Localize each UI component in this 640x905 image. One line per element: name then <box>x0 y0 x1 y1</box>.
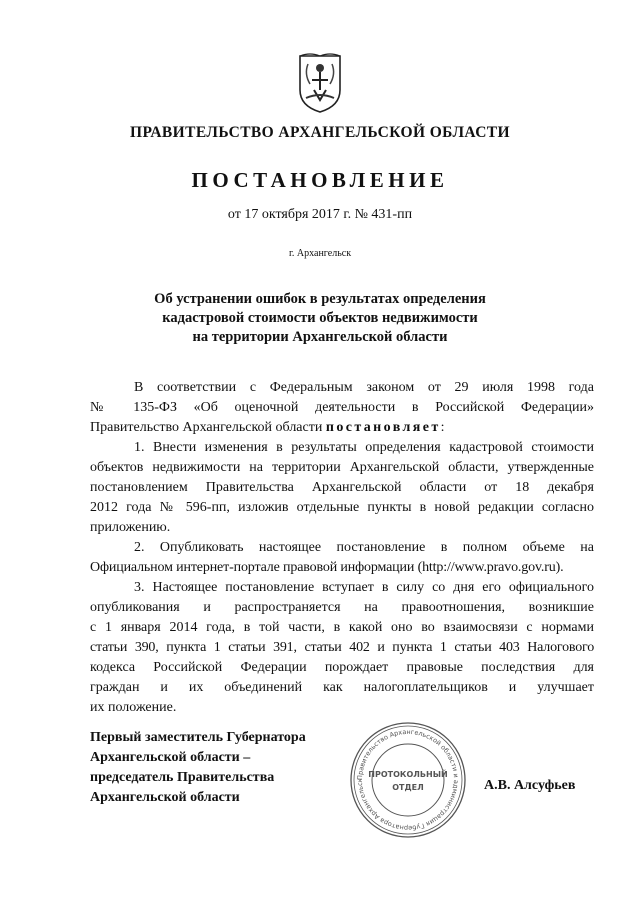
item-1-line: 1. Внести изменения в результаты определения кадастровой стоимости <box>134 440 594 455</box>
signer-position-line: Архангельской области – <box>90 750 251 765</box>
paragraph-line: № 135-ФЗ «Об оценочной деятельности в Российской Федерации» <box>90 400 594 415</box>
paragraph-line <box>90 418 594 438</box>
item-1-line: 2012 года № 596-пп, изложив отдельные пункты в новой редакции согласно <box>90 500 594 515</box>
paragraph-text: Правительство Архангельской области <box>90 420 326 435</box>
document-type: ПОСТАНОВЛЕНИЕ <box>191 168 449 192</box>
official-stamp <box>348 720 468 840</box>
item-3-line: с 1 января 2014 года, в той части, в какой оно во взаимосвязи с нормами <box>90 620 594 635</box>
document-city: г. Архангельск <box>288 248 352 259</box>
signer-position-line: председатель Правительства <box>90 770 275 785</box>
stamp-ring-text: Правительство Архангельской области и администрация Губернатора Архангельск <box>355 727 461 833</box>
stamp-inner-text: ОТДЕЛ <box>392 783 424 792</box>
signer-position <box>90 728 350 808</box>
item-2-line: 2. Опубликовать настоящее постановление в полном объеме на <box>134 540 594 555</box>
coat-of-arms-emblem <box>296 50 344 114</box>
item-3-line: граждан и их объединений как налогоплательщиков и улучшает <box>90 680 594 695</box>
item-1-line: постановлением Правительства Архангельской области от 18 декабря <box>90 480 594 495</box>
paragraph-line: В соответствии с Федеральным законом от 29 июля 1998 года <box>134 380 594 395</box>
heading-line: на территории Архангельской области <box>192 329 448 345</box>
item-1-line: объектов недвижимости на территории Архангельской области, утвержденные <box>90 460 594 475</box>
signer-position-line: Архангельской области <box>90 790 240 805</box>
item-3-line: кодекса Российской Федерации порождает правовые последствия для <box>90 660 594 675</box>
government-name: ПРАВИТЕЛЬСТВО АРХАНГЕЛЬСКОЙ ОБЛАСТИ <box>129 124 510 141</box>
item-3-line: их положение. <box>90 700 177 715</box>
resolves-word: постановляет <box>325 420 441 435</box>
paragraph-text: : <box>440 420 445 435</box>
item-3-line: 3. Настоящее постановление вступает в силу со дня его официального <box>134 580 594 595</box>
item-1-line: приложению. <box>90 520 171 535</box>
item-3-line: статьи 390, пункта 1 статьи 391, статьи 402 и пункта 1 статьи 403 Налогового <box>90 640 594 655</box>
stamp-inner-text: ПРОТОКОЛЬНЫЙ <box>368 770 448 779</box>
document-date-number: от 17 октября 2017 г. № 431-пп <box>227 207 413 222</box>
item-3-line: опубликования и распространяется на правоотношения, возникшие <box>90 600 594 615</box>
signer-position-line: Первый заместитель Губернатора <box>90 730 306 745</box>
document-heading <box>100 290 540 347</box>
item-2-line: Официальном интернет-портале правовой информации (http://www.pravo.gov.ru). <box>90 560 564 575</box>
heading-line: кадастровой стоимости объектов недвижимости <box>162 310 478 326</box>
signer-name: А.В. Алсуфьев <box>484 778 576 793</box>
heading-line: Об устранении ошибок в результатах определения <box>154 291 486 307</box>
